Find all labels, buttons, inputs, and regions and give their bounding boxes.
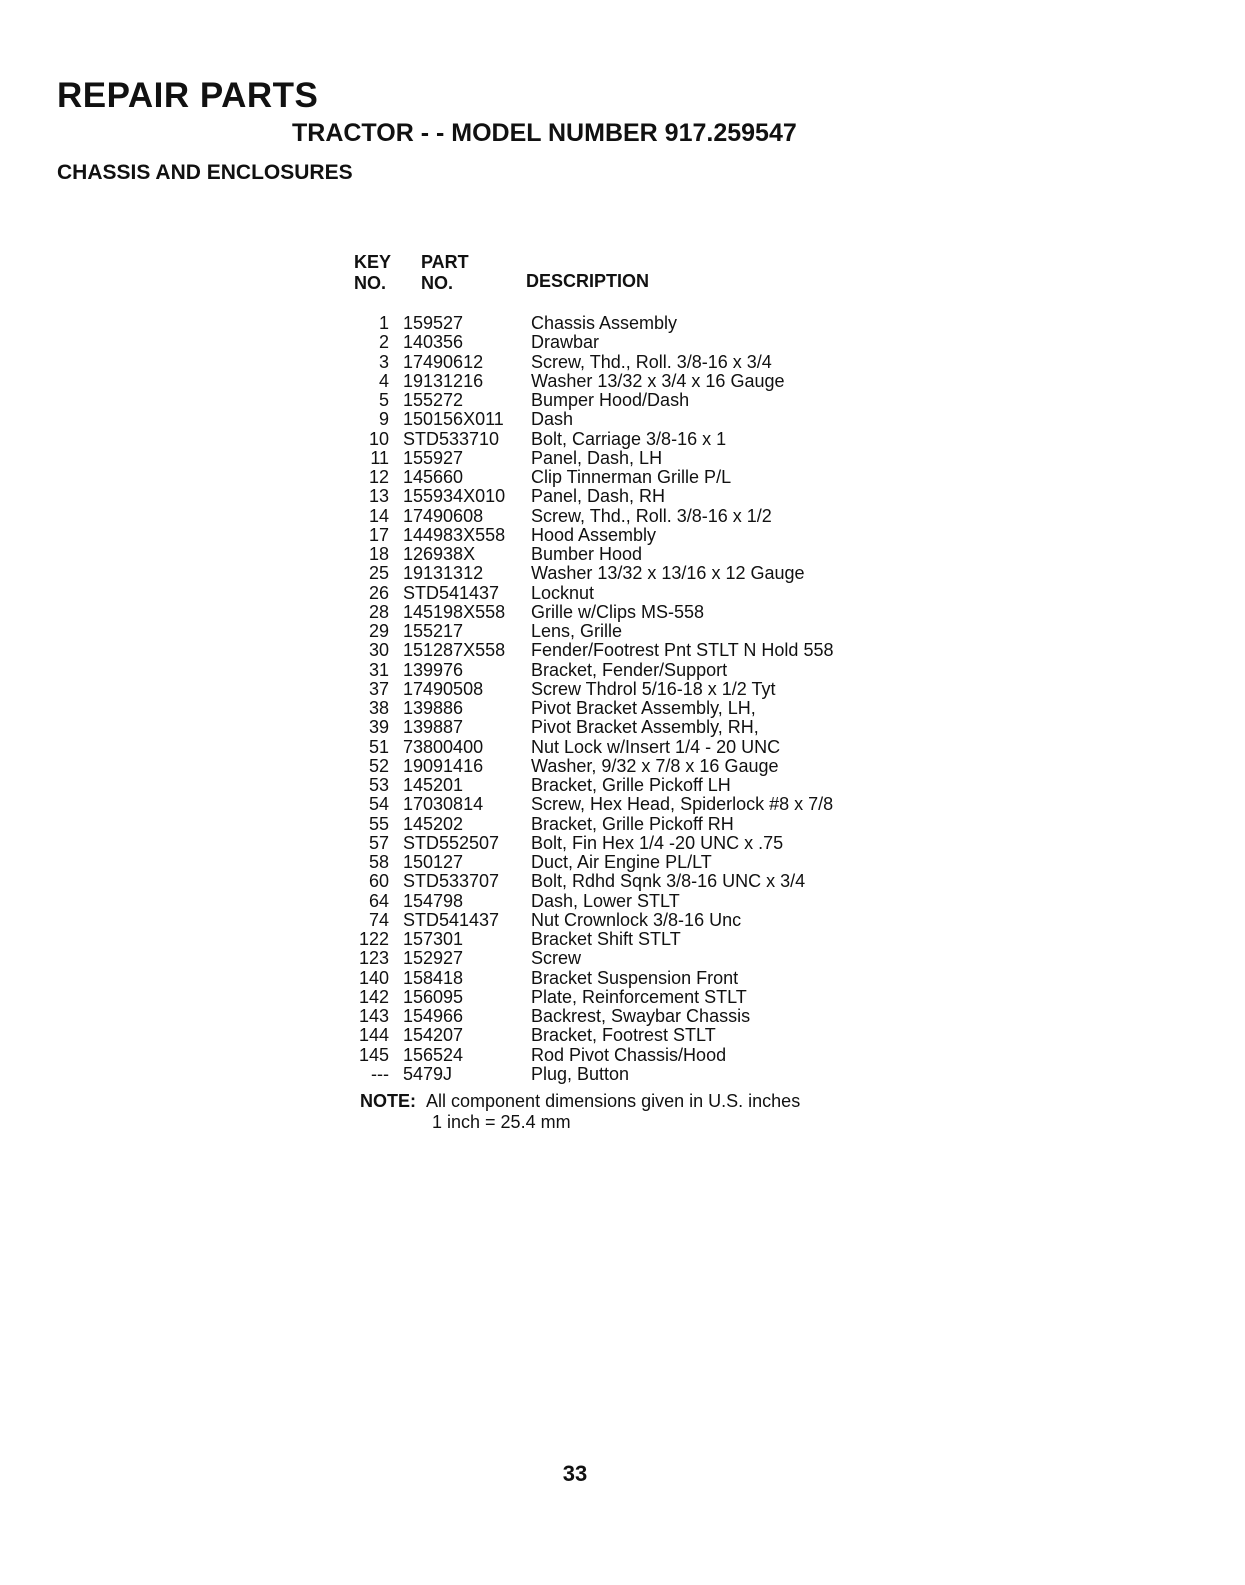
table-row bbox=[0, 911, 1245, 930]
part-number: 139976 bbox=[403, 659, 464, 680]
part-number: 154207 bbox=[403, 1025, 464, 1046]
key-number: 30 bbox=[368, 640, 389, 661]
part-number: 17490612 bbox=[403, 351, 484, 372]
key-number: 54 bbox=[368, 794, 389, 815]
section-title: CHASSIS AND ENCLOSURES bbox=[57, 161, 353, 184]
part-description: Bracket, Grille Pickoff LH bbox=[531, 775, 731, 795]
part-description: Panel, Dash, LH bbox=[531, 447, 663, 468]
part-description: Pivot Bracket Assembly, RH, bbox=[531, 717, 759, 738]
key-number: --- bbox=[371, 1063, 389, 1084]
key-number: 58 bbox=[368, 852, 389, 872]
part-number: 5479J bbox=[403, 1063, 453, 1084]
part-description: Chassis Assembly bbox=[531, 313, 678, 333]
part-description: Fender/Footrest Pnt STLT N Hold 558 bbox=[531, 640, 834, 661]
key-number: 18 bbox=[368, 544, 389, 564]
note-text: All component dimensions given in U.S. inches bbox=[426, 1091, 801, 1111]
part-description: Grille w/Clips MS-558 bbox=[531, 601, 705, 622]
table-row bbox=[0, 507, 1245, 526]
table-row bbox=[0, 449, 1245, 468]
table-row bbox=[0, 872, 1245, 891]
table-row bbox=[0, 353, 1245, 372]
part-description: Dash bbox=[531, 409, 574, 430]
part-description: Duct, Air Engine PL/LT bbox=[531, 852, 712, 872]
part-number: 155927 bbox=[403, 447, 464, 468]
table-row bbox=[0, 853, 1245, 872]
part-number: 139886 bbox=[403, 698, 464, 718]
part-number: 126938X bbox=[403, 544, 476, 564]
column-header-description: DESCRIPTION bbox=[526, 271, 650, 291]
key-number: 57 bbox=[368, 832, 389, 853]
table-row bbox=[0, 834, 1245, 853]
part-number: 150156X011 bbox=[403, 409, 504, 430]
part-description: Bumper Hood/Dash bbox=[531, 390, 690, 410]
table-row bbox=[0, 391, 1245, 410]
table-row bbox=[0, 969, 1245, 988]
page-number: 33 bbox=[562, 1461, 588, 1486]
table-row bbox=[0, 815, 1245, 834]
table-row bbox=[0, 603, 1245, 622]
part-description: Panel, Dash, RH bbox=[531, 486, 666, 507]
part-number: 154798 bbox=[403, 890, 464, 911]
note-conversion: 1 inch = 25.4 mm bbox=[432, 1112, 571, 1132]
part-description: Nut Crownlock 3/8-16 Unc bbox=[531, 909, 742, 930]
table-row bbox=[0, 487, 1245, 506]
part-number: 19091416 bbox=[403, 755, 484, 776]
page-title: REPAIR PARTS bbox=[57, 76, 319, 115]
table-row bbox=[0, 410, 1245, 429]
part-number: 144983X558 bbox=[403, 524, 506, 545]
table-row bbox=[0, 892, 1245, 911]
table-row bbox=[0, 699, 1245, 718]
part-description: Bolt, Fin Hex 1/4 -20 UNC x .75 bbox=[531, 832, 784, 853]
table-row bbox=[0, 468, 1245, 487]
key-number: 9 bbox=[378, 409, 389, 430]
key-number: 74 bbox=[368, 909, 389, 930]
table-row bbox=[0, 680, 1245, 699]
key-number: 10 bbox=[368, 428, 389, 449]
key-number: 38 bbox=[368, 698, 389, 718]
key-number: 123 bbox=[358, 948, 389, 969]
part-number: 140356 bbox=[403, 332, 464, 353]
part-number: STD541437 bbox=[403, 582, 500, 603]
part-description: Pivot Bracket Assembly, LH, bbox=[531, 698, 756, 718]
model-title: TRACTOR - - MODEL NUMBER 917.259547 bbox=[292, 119, 797, 147]
part-description: Nut Lock w/Insert 1/4 - 20 UNC bbox=[531, 736, 781, 757]
table-row bbox=[0, 564, 1245, 583]
key-number: 29 bbox=[368, 621, 389, 641]
part-number: 73800400 bbox=[403, 736, 484, 757]
part-number: 156095 bbox=[403, 986, 464, 1007]
table-row bbox=[0, 1065, 1245, 1084]
key-number: 51 bbox=[368, 736, 389, 757]
part-description: Bracket, Grille Pickoff RH bbox=[531, 813, 734, 834]
part-number: STD541437 bbox=[403, 909, 500, 930]
part-number: STD533710 bbox=[403, 428, 500, 449]
key-number: 39 bbox=[368, 717, 389, 738]
part-description: Drawbar bbox=[531, 332, 600, 353]
part-number: 152927 bbox=[403, 948, 464, 969]
table-row bbox=[0, 333, 1245, 352]
table-row bbox=[0, 372, 1245, 391]
part-number: 145202 bbox=[403, 813, 464, 834]
table-row bbox=[0, 430, 1245, 449]
table-row bbox=[0, 930, 1245, 949]
part-number: 155217 bbox=[403, 621, 464, 641]
table-row bbox=[0, 776, 1245, 795]
part-number: STD533707 bbox=[403, 871, 500, 892]
part-number: 17490508 bbox=[403, 678, 484, 699]
table-row bbox=[0, 641, 1245, 660]
key-number: 142 bbox=[358, 986, 389, 1007]
part-description: Screw bbox=[531, 948, 582, 969]
table-row bbox=[0, 584, 1245, 603]
column-header-part-line2: NO. bbox=[421, 273, 454, 293]
key-number: 145 bbox=[358, 1044, 389, 1065]
table-row bbox=[0, 738, 1245, 757]
part-description: Screw, Thd., Roll. 3/8-16 x 1/2 bbox=[531, 505, 772, 526]
key-number: 55 bbox=[368, 813, 389, 834]
part-number: 19131312 bbox=[403, 563, 484, 584]
part-number: 19131216 bbox=[403, 370, 484, 391]
part-description: Rod Pivot Chassis/Hood bbox=[531, 1044, 727, 1065]
table-row bbox=[0, 545, 1245, 564]
key-number: 5 bbox=[378, 390, 389, 410]
key-number: 143 bbox=[358, 1006, 389, 1026]
column-header-key-line1: KEY bbox=[354, 252, 392, 272]
part-description: Bracket Shift STLT bbox=[531, 929, 681, 949]
part-number: 145660 bbox=[403, 467, 464, 487]
part-number: 155934X010 bbox=[403, 486, 506, 507]
part-number: 150127 bbox=[403, 852, 464, 872]
key-number: 17 bbox=[368, 524, 389, 545]
table-row bbox=[0, 949, 1245, 968]
key-number: 122 bbox=[358, 929, 389, 949]
key-number: 25 bbox=[368, 563, 389, 584]
key-number: 144 bbox=[358, 1025, 389, 1046]
part-description: Washer 13/32 x 3/4 x 16 Gauge bbox=[531, 370, 785, 391]
part-number: 154966 bbox=[403, 1006, 464, 1026]
key-number: 140 bbox=[358, 967, 389, 988]
table-row bbox=[0, 718, 1245, 737]
part-number: 151287X558 bbox=[403, 640, 506, 661]
part-description: Clip Tinnerman Grille P/L bbox=[531, 467, 732, 487]
key-number: 64 bbox=[368, 890, 389, 911]
part-description: Bolt, Carriage 3/8-16 x 1 bbox=[531, 428, 727, 449]
table-row bbox=[0, 622, 1245, 641]
key-number: 2 bbox=[378, 332, 389, 353]
key-number: 1 bbox=[378, 313, 389, 333]
part-description: Lens, Grille bbox=[531, 621, 623, 641]
key-number: 60 bbox=[368, 871, 389, 892]
table-row bbox=[0, 757, 1245, 776]
key-number: 26 bbox=[368, 582, 389, 603]
part-description: Bracket, Fender/Support bbox=[531, 659, 728, 680]
key-number: 31 bbox=[368, 659, 389, 680]
column-header-part-line1: PART bbox=[421, 252, 469, 272]
part-description: Washer, 9/32 x 7/8 x 16 Gauge bbox=[531, 755, 779, 776]
part-description: Backrest, Swaybar Chassis bbox=[531, 1006, 751, 1026]
part-description: Bolt, Rdhd Sqnk 3/8-16 UNC x 3/4 bbox=[531, 871, 806, 892]
key-number: 53 bbox=[368, 775, 389, 795]
note bbox=[360, 1091, 800, 1111]
part-number: STD552507 bbox=[403, 832, 500, 853]
part-number: 159527 bbox=[403, 313, 464, 333]
table-row bbox=[0, 795, 1245, 814]
part-description: Screw, Thd., Roll. 3/8-16 x 3/4 bbox=[531, 351, 772, 372]
part-number: 155272 bbox=[403, 390, 464, 410]
column-header-key-line2: NO. bbox=[354, 273, 387, 293]
part-description: Screw Thdrol 5/16-18 x 1/2 Tyt bbox=[531, 678, 776, 699]
part-number: 139887 bbox=[403, 717, 464, 738]
part-description: Plate, Reinforcement STLT bbox=[531, 986, 747, 1007]
part-description: Washer 13/32 x 13/16 x 12 Gauge bbox=[531, 563, 805, 584]
table-row bbox=[0, 526, 1245, 545]
part-description: Bracket Suspension Front bbox=[531, 967, 739, 988]
part-description: Plug, Button bbox=[531, 1063, 630, 1084]
table-row bbox=[0, 1026, 1245, 1045]
table-row bbox=[0, 988, 1245, 1007]
key-number: 52 bbox=[368, 755, 389, 776]
part-number: 158418 bbox=[403, 967, 464, 988]
part-number: 17490608 bbox=[403, 505, 484, 526]
key-number: 12 bbox=[368, 467, 389, 487]
key-number: 11 bbox=[370, 447, 389, 468]
part-description: Bracket, Footrest STLT bbox=[531, 1025, 716, 1046]
key-number: 28 bbox=[368, 601, 389, 622]
key-number: 14 bbox=[368, 505, 389, 526]
part-number: 156524 bbox=[403, 1044, 464, 1065]
key-number: 4 bbox=[378, 370, 389, 391]
table-row bbox=[0, 314, 1245, 333]
table-row bbox=[0, 1007, 1245, 1026]
key-number: 13 bbox=[368, 486, 389, 507]
table-row bbox=[0, 1046, 1245, 1065]
part-description: Dash, Lower STLT bbox=[531, 890, 680, 911]
part-number: 157301 bbox=[403, 929, 464, 949]
note-label: NOTE: bbox=[360, 1091, 416, 1111]
table-row bbox=[0, 661, 1245, 680]
part-description: Locknut bbox=[531, 582, 595, 603]
part-description: Bumber Hood bbox=[531, 544, 643, 564]
part-number: 145201 bbox=[403, 775, 464, 795]
part-number: 17030814 bbox=[403, 794, 484, 815]
parts-table bbox=[0, 314, 1245, 1084]
part-description: Hood Assembly bbox=[531, 524, 657, 545]
key-number: 37 bbox=[368, 678, 389, 699]
part-description: Screw, Hex Head, Spiderlock #8 x 7/8 bbox=[531, 794, 834, 815]
key-number: 3 bbox=[378, 351, 389, 372]
part-number: 145198X558 bbox=[403, 601, 506, 622]
